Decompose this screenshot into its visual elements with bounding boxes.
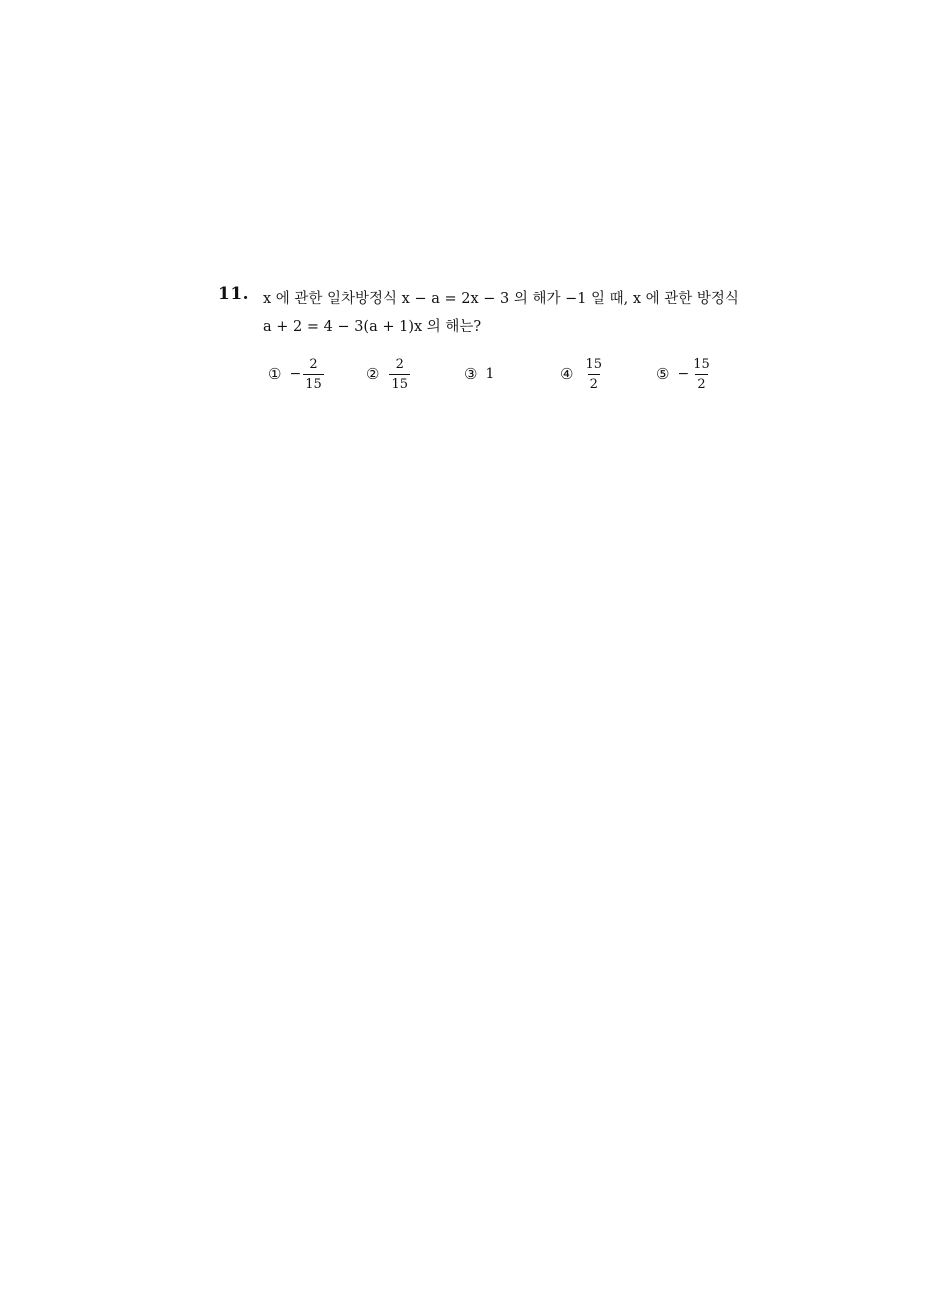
choice-5-denominator: 2 [695, 374, 707, 392]
choice-5-mark: ⑤ [656, 365, 670, 383]
stem-line-2: a + 2 = 4 − 3(a + 1)x 의 해는? [263, 319, 482, 335]
choice-2[interactable] [366, 352, 410, 396]
choice-3-mark: ③ [464, 365, 478, 383]
stem-line-1: x 에 관한 일차방정식 x − a = 2x − 3 의 해가 −1 일 때, x 에 관한 방정식 [263, 291, 739, 307]
choice-4[interactable] [560, 352, 604, 396]
choice-2-numerator: 2 [395, 356, 404, 372]
answer-choices [268, 352, 768, 396]
choice-4-numerator: 15 [585, 356, 602, 372]
problem-stem [263, 285, 773, 341]
choice-4-fraction [583, 357, 604, 392]
choice-3-value: 1 [485, 366, 495, 382]
choice-5[interactable] [656, 352, 712, 396]
choice-1[interactable] [268, 352, 324, 396]
choice-2-mark: ② [366, 365, 380, 383]
choice-3[interactable] [464, 352, 494, 396]
choice-1-mark: ① [268, 365, 282, 383]
choice-1-numerator: 2 [309, 356, 318, 372]
choice-5-sign: − [677, 366, 690, 382]
choice-5-fraction [691, 357, 712, 392]
choice-1-fraction [303, 357, 324, 392]
choice-1-sign: − [289, 366, 302, 382]
choice-2-fraction [389, 357, 410, 392]
choice-2-denominator: 15 [389, 374, 410, 392]
problem-number: 11. [218, 284, 250, 304]
choice-1-denominator: 15 [303, 374, 324, 392]
choice-4-denominator: 2 [588, 374, 600, 392]
choice-5-numerator: 15 [693, 356, 710, 372]
choice-4-mark: ④ [560, 365, 574, 383]
